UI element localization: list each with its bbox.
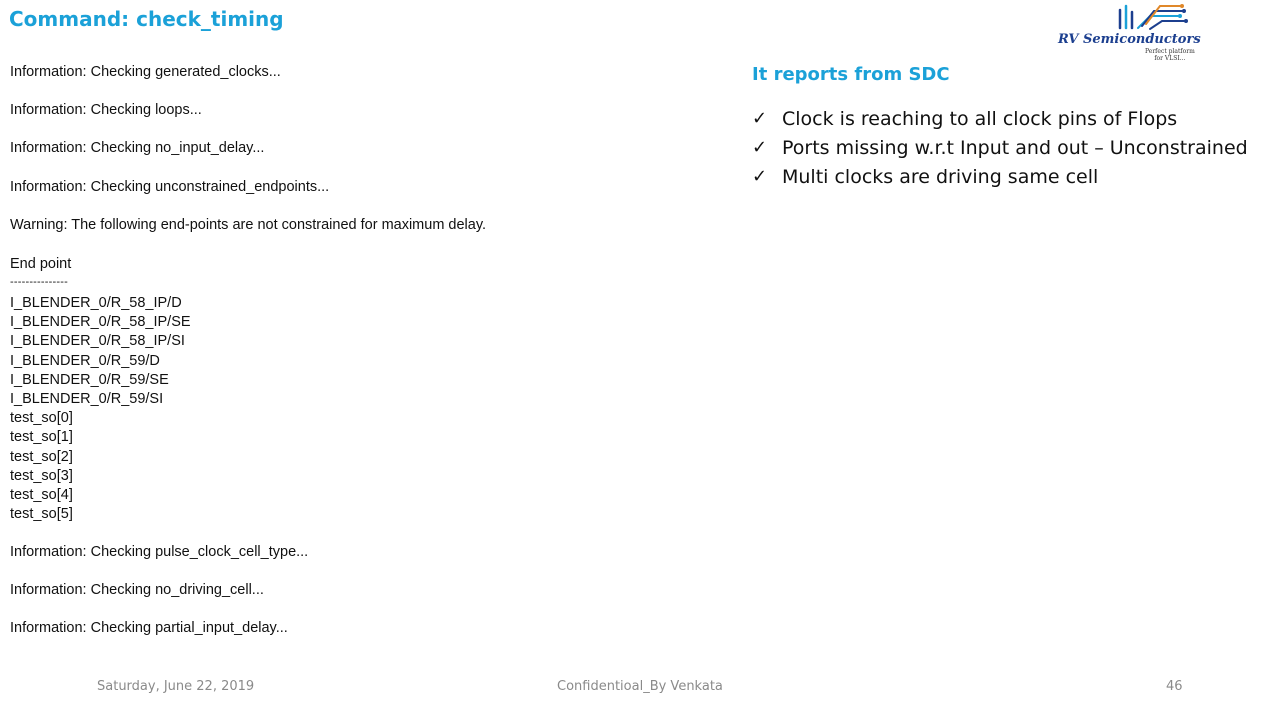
log-line: Information: Checking loops... [10,102,202,118]
endpoint-item: I_BLENDER_0/R_59/SE [10,371,169,388]
end-point-separator: --------------- [10,276,68,288]
endpoint-item: I_BLENDER_0/R_58_IP/SE [10,314,191,331]
sdc-bullet-list [752,104,1248,191]
log-line: Information: Checking unconstrained_endpoints... [10,179,330,195]
logo-tagline: Perfect platform for VLSI... [1145,48,1195,62]
sdc-bullet-text: Multi clocks are driving same cell [782,165,1099,188]
endpoint-item: test_so[3] [10,467,73,484]
sdc-bullet-text: Ports missing w.r.t Input and out – Unconstrained [782,136,1248,159]
log-line: Information: Checking partial_input_delay... [10,620,288,636]
log-line: Information: Checking pulse_clock_cell_type... [10,544,309,560]
sdc-bullet-item [752,133,1248,162]
endpoint-item: test_so[1] [10,429,73,446]
endpoint-list [10,294,191,524]
log-line: Information: Checking no_driving_cell... [10,582,264,598]
log-line: Information: Checking no_input_delay... [10,140,265,156]
endpoint-item: test_so[0] [10,410,73,427]
sdc-heading: It reports from SDC [752,64,950,85]
endpoint-item: I_BLENDER_0/R_58_IP/SI [10,333,185,350]
logo-name: RV Semiconductors [1058,32,1201,47]
endpoint-item: test_so[4] [10,487,73,504]
sdc-bullet-text: Clock is reaching to all clock pins of Flops [782,107,1178,130]
page-number: 46 [1166,679,1183,694]
sdc-bullet-item [752,104,1248,133]
check-icon: ✓ [752,137,768,158]
endpoint-item: I_BLENDER_0/R_59/SI [10,391,164,408]
log-line: Information: Checking generated_clocks... [10,64,281,80]
warning-line: Warning: The following end-points are not constrained for maximum delay. [10,217,487,233]
endpoint-item: test_so[2] [10,448,73,465]
company-logo [1050,2,1250,64]
page-title: Command: check_timing [9,7,284,31]
footer-date: Saturday, June 22, 2019 [97,679,255,694]
end-point-header: End point [10,256,72,272]
footer-confidential: Confidentioal_By Venkata [557,679,723,694]
check-icon: ✓ [752,166,768,187]
endpoint-item: I_BLENDER_0/R_59/D [10,352,160,369]
chip-logo-icon [1050,2,1250,34]
endpoint-item: test_so[5] [10,506,73,523]
sdc-bullet-item [752,162,1248,191]
endpoint-item: I_BLENDER_0/R_58_IP/D [10,295,182,311]
check-icon: ✓ [752,108,768,129]
